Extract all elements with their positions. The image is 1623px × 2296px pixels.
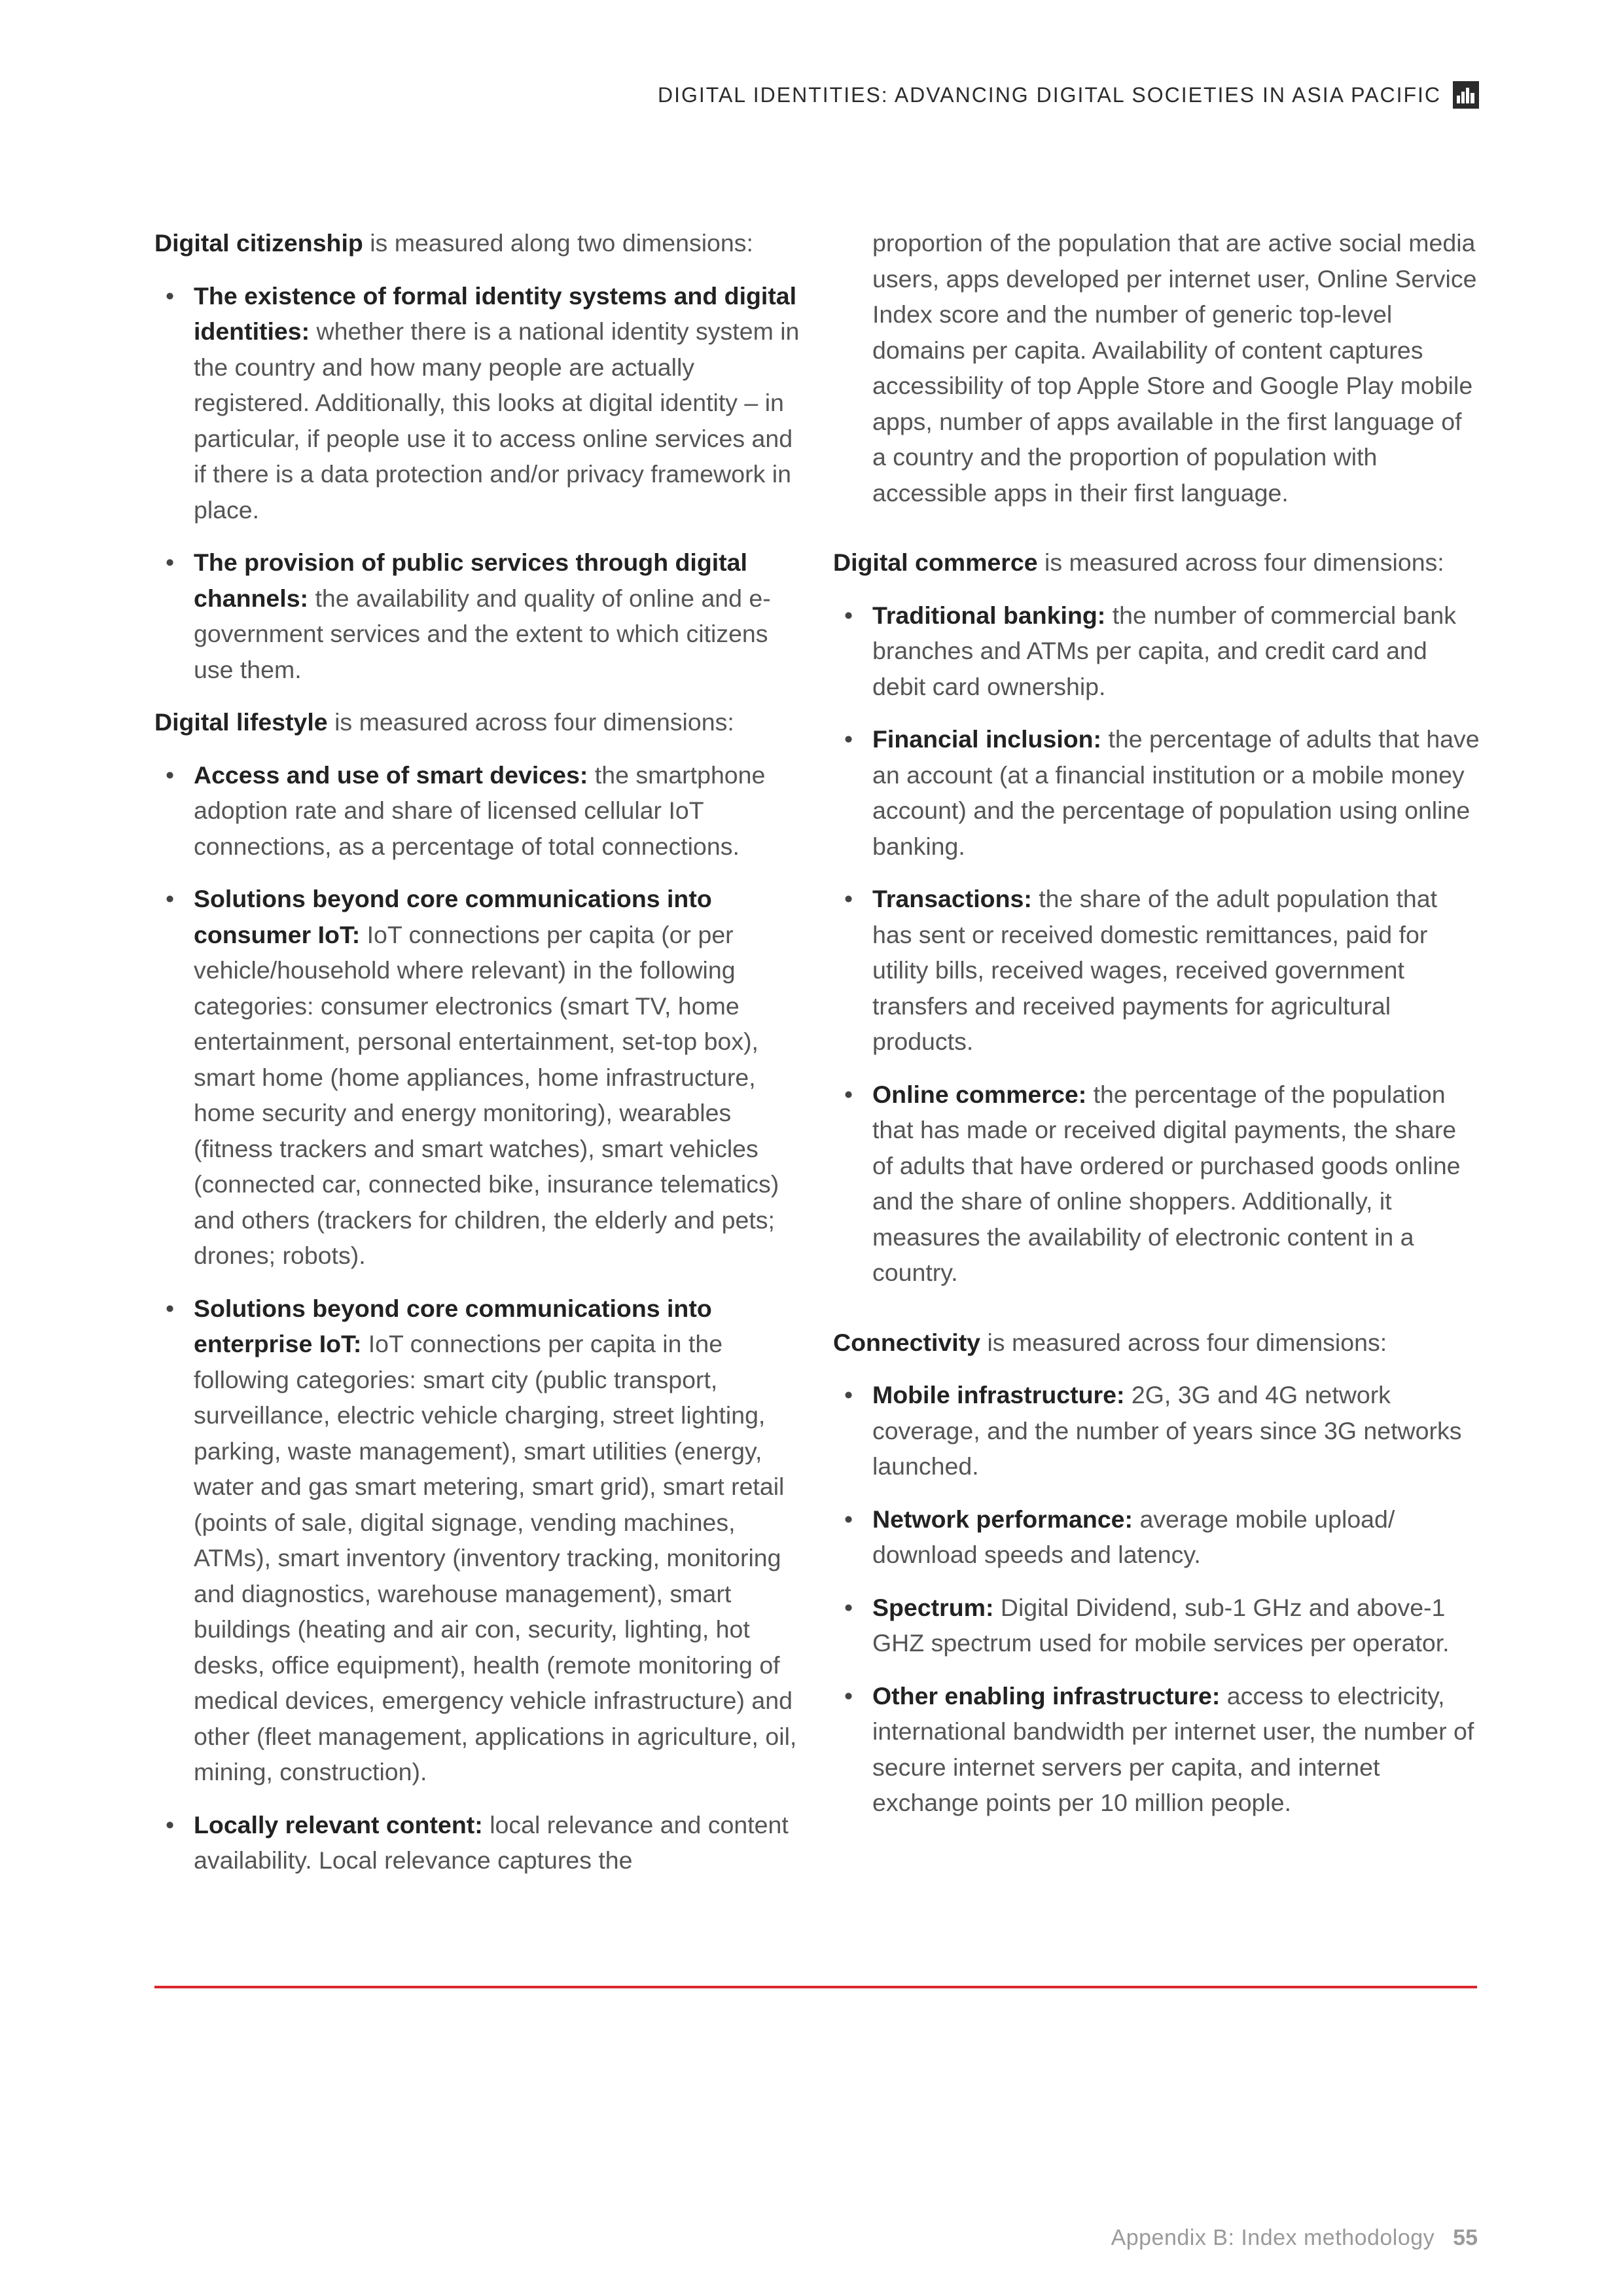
list-item-text: IoT connections per capita in the following categories: smart city (public transport, surveillance, electric vehicle charging, street lighting, parking, waste management), smart utilities (energy, water and gas smart metering, smart grid), smart retail (points of sale, digital signage, vending machines, ATMs), smart inventory (inventory tracking, monitoring and diagnostics, warehouse management), smart buildings (heating and air con, security, lighting, hot desks, office equipment), health (remote monitoring of medical devices, emergency vehicle infrastructure) and other (fleet management, applications in agriculture, oil, mining, construction). bbox=[194, 1330, 797, 1785]
list-item-term: The provision of public services through digital channels: bbox=[194, 548, 747, 612]
list-item-text: whether there is a national identity system in the country and how many people are actually registered. Additionally, this looks at digital identity – in particular, if people use it to access online services and if there is a data protection and/or privacy framework in place. bbox=[194, 317, 800, 524]
right-column bbox=[833, 225, 1481, 1838]
list-item-term: The existence of formal identity systems and digital identities: bbox=[194, 281, 797, 345]
bullet-icon: • bbox=[844, 1681, 853, 1710]
lifestyle-lead: Digital lifestyle bbox=[154, 708, 328, 736]
list-item-term: Mobile infrastructure: bbox=[872, 1381, 1125, 1408]
list-item bbox=[154, 881, 802, 1274]
list-item-text: the percentage of adults that have an account (at a financial institution or a mobile money account) and the percentage of population using online banking. bbox=[872, 725, 1480, 860]
footer-section-title: Appendix B: Index methodology bbox=[1111, 2225, 1435, 2250]
lifestyle-list bbox=[154, 757, 802, 1878]
list-item-text: average mobile upload/ download speeds and latency. bbox=[872, 1505, 1395, 1568]
list-item bbox=[154, 1807, 802, 1878]
page-footer bbox=[1111, 2225, 1478, 2251]
header-title: DIGITAL IDENTITIES: ADVANCING DIGITAL SOCIETIES IN ASIA PACIFIC bbox=[657, 82, 1441, 107]
list-item-term: Locally relevant content: bbox=[194, 1810, 483, 1839]
section-divider bbox=[154, 1986, 1477, 1988]
bullet-icon: • bbox=[166, 1810, 175, 1839]
list-item-term: Access and use of smart devices: bbox=[194, 761, 588, 789]
list-item bbox=[154, 757, 802, 865]
bullet-icon: • bbox=[844, 1080, 853, 1108]
list-item-text: the share of the adult population that has sent or received domestic remittances, paid for utility bills, received wages, received government transfers and received payments for agricultural products. bbox=[872, 885, 1438, 1055]
list-item-text: IoT connections per capita (or per vehicle/household where relevant) in the following categories: consumer electronics (smart TV, home entertainment, personal entertainment, set-top box), smart home (home appliances, home infrastructure, home security and energy monitoring), wearables (fitness trackers and smart watches), smart vehicles (connected car, connected bike, insurance telematics) and others (trackers for children, the elderly and pets; drones; robots). bbox=[194, 920, 779, 1269]
list-item bbox=[833, 1501, 1481, 1573]
connectivity-rest: is measured across four dimensions: bbox=[980, 1328, 1387, 1356]
gsma-logo-icon bbox=[1453, 81, 1479, 109]
list-item bbox=[833, 1590, 1481, 1661]
list-item-text: the number of commercial bank branches and ATMs per capita, and credit card and debit card ownership. bbox=[872, 601, 1456, 700]
list-item-term: Solutions beyond core communications into consumer IoT: bbox=[194, 885, 712, 948]
list-item-text: the percentage of the population that has made or received digital payments, the share of adults that have ordered or purchased goods online and the share of online shoppers. Additionally, it measures the availability of electronic content in a country. bbox=[872, 1080, 1461, 1286]
page-number: 55 bbox=[1453, 2225, 1478, 2250]
bullet-icon: • bbox=[166, 1294, 175, 1322]
list-item-text: the smartphone adoption rate and share of licensed cellular IoT connections, as a percentage of total connections. bbox=[194, 761, 766, 860]
bullet-icon: • bbox=[166, 548, 175, 576]
commerce-list bbox=[833, 598, 1481, 1291]
connectivity-lead: Connectivity bbox=[833, 1328, 981, 1356]
lifestyle-intro bbox=[154, 704, 802, 740]
list-item-term: Traditional banking: bbox=[872, 601, 1106, 629]
bullet-icon: • bbox=[844, 885, 853, 912]
bullet-icon: • bbox=[844, 1593, 853, 1621]
bullet-icon: • bbox=[166, 761, 175, 789]
citizenship-intro bbox=[154, 225, 802, 261]
commerce-intro bbox=[833, 545, 1481, 581]
list-item-term: Online commerce: bbox=[872, 1080, 1087, 1108]
commerce-lead: Digital commerce bbox=[833, 548, 1038, 576]
list-item-term: Financial inclusion: bbox=[872, 725, 1102, 753]
bullet-icon: • bbox=[844, 1505, 853, 1533]
list-item-term: Solutions beyond core communications into enterprise IoT: bbox=[194, 1294, 712, 1357]
list-item bbox=[833, 1077, 1481, 1291]
list-item bbox=[833, 1377, 1481, 1484]
list-item-text: the availability and quality of online and e-government services and the extent to which citizens use them. bbox=[194, 584, 771, 683]
bullet-icon: • bbox=[166, 885, 175, 912]
lifestyle-rest: is measured across four dimensions: bbox=[327, 708, 734, 736]
list-item-term: Transactions: bbox=[872, 885, 1032, 912]
bullet-icon: • bbox=[844, 1381, 853, 1408]
list-item bbox=[154, 545, 802, 687]
connectivity-list bbox=[833, 1377, 1481, 1821]
list-item bbox=[833, 598, 1481, 705]
page-header bbox=[658, 81, 1479, 109]
list-item bbox=[833, 721, 1481, 864]
citizenship-list bbox=[154, 278, 802, 688]
bullet-icon: • bbox=[844, 725, 853, 753]
list-item-text: access to electricity, international bandwidth per internet user, the number of secure internet servers per capita, and internet exchange points per 10 million people. bbox=[872, 1681, 1474, 1816]
list-item-term: Network performance: bbox=[872, 1505, 1133, 1533]
list-item-text: local relevance and content availability. Local relevance captures the bbox=[194, 1810, 789, 1874]
list-item bbox=[833, 881, 1481, 1060]
list-item bbox=[833, 1678, 1481, 1821]
connectivity-intro bbox=[833, 1325, 1481, 1361]
list-item bbox=[154, 1291, 802, 1790]
citizenship-rest: is measured along two dimensions: bbox=[363, 229, 753, 257]
list-item-text: 2G, 3G and 4G network coverage, and the number of years since 3G networks launched. bbox=[872, 1381, 1462, 1480]
local-content-continuation: proportion of the population that are active social media users, apps developed per internet user, Online Service Index score and the number of generic top-level domains per capita. Availability of content captures accessibility of top Apple Store and Google Play mobile apps, number of apps available in the first language of a country and the proportion of population with accessible apps in their first language. bbox=[872, 229, 1477, 507]
commerce-rest: is measured across four dimensions: bbox=[1037, 548, 1444, 576]
list-item bbox=[154, 278, 802, 528]
bullet-icon: • bbox=[844, 601, 853, 629]
list-item-term: Spectrum: bbox=[872, 1593, 994, 1621]
list-item-text: Digital Dividend, sub-1 GHz and above-1 GHZ spectrum used for mobile services per operator. bbox=[872, 1593, 1450, 1657]
list-item-term: Other enabling infrastructure: bbox=[872, 1681, 1221, 1710]
bullet-icon: • bbox=[166, 281, 175, 310]
citizenship-lead: Digital citizenship bbox=[154, 229, 363, 257]
left-column bbox=[154, 225, 802, 1895]
